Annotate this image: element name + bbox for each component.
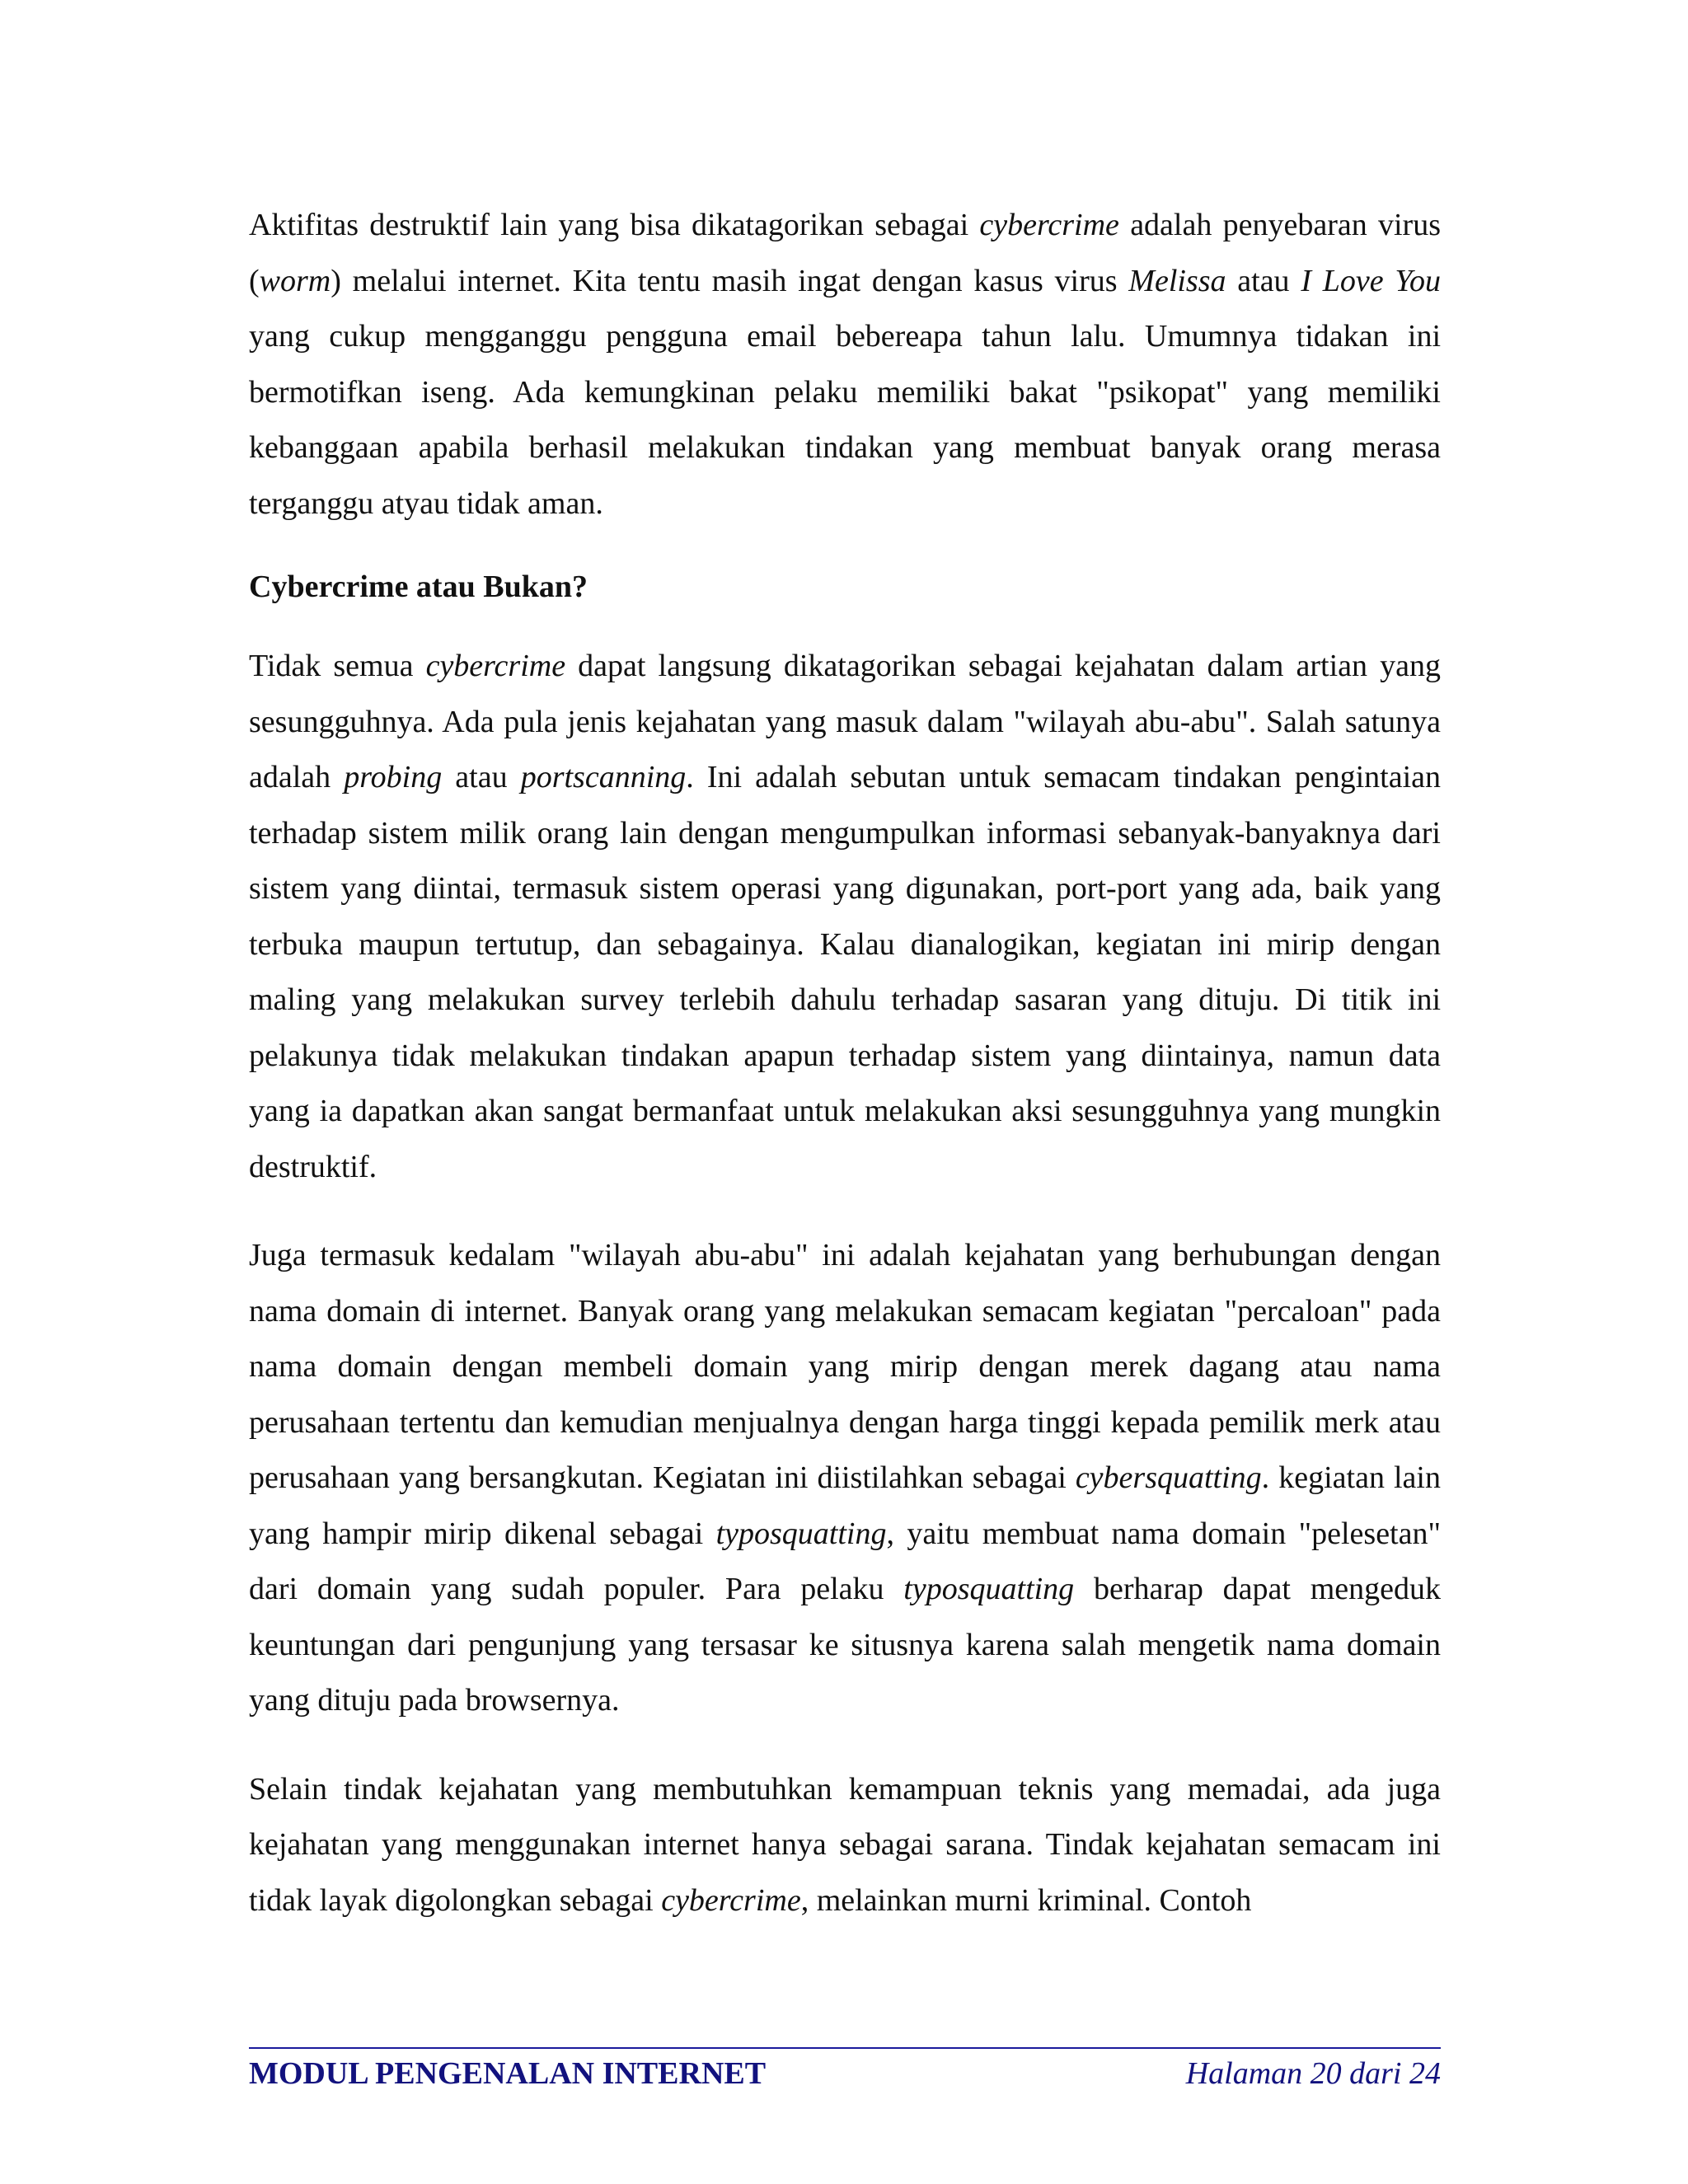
- italic-term: cybercrime: [979, 208, 1119, 242]
- italic-term: typosquatting: [715, 1516, 887, 1551]
- page-footer: [249, 2052, 1441, 2095]
- italic-term: cybercrime: [661, 1882, 801, 1918]
- text-run: , melainkan murni kriminal. Contoh: [800, 1882, 1252, 1918]
- text-run: Aktifitas destruktif lain yang bisa dikatagorikan sebagai: [249, 208, 980, 242]
- text-run: adalah penyebaran virus (: [249, 208, 1441, 298]
- italic-term: Melissa: [1128, 263, 1226, 298]
- italic-term: worm: [259, 263, 331, 298]
- text-run: . kegiatan lain yang hampir mirip dikenal sebagai: [249, 1460, 1441, 1551]
- text-run: atau: [1226, 263, 1301, 298]
- text-run: Juga termasuk kedalam "wilayah abu-abu" ini adalah kejahatan yang berhubungan dengan nama domain di internet. Banyak orang yang melakukan semacam kegiatan "percaloan" pada nama domain dengan membeli domain yang mirip dengan merek dagang atau nama perusahaan tertentu dan kemudian menjualnya dengan harga tinggi kepada pemilik merk atau perusahaan yang bersangkutan. Kegiatan ini diistilahkan sebagai: [249, 1238, 1441, 1495]
- text-run: berharap dapat mengeduk keuntungan dari pengunjung yang tersasar ke situsnya karena salah mengetik nama domain yang dituju pada browsernya.: [249, 1572, 1441, 1718]
- footer-module-title: MODUL PENGENALAN INTERNET: [249, 2056, 767, 2091]
- italic-term: I Love You: [1301, 263, 1442, 298]
- text-run: Selain tindak kejahatan yang membutuhkan kemampuan teknis yang memadai, ada juga kejahatan yang menggunakan internet hanya sebagai sarana. Tindak kejahatan semacam ini tidak layak digolongkan sebagai: [249, 1771, 1441, 1918]
- text-run: dapat langsung dikatagorikan sebagai kejahatan dalam artian yang sesungguhnya. Ada pula jenis kejahatan yang masuk dalam "wilayah abu-abu". Salah satunya adalah: [249, 649, 1441, 794]
- paragraph: [249, 639, 1441, 1195]
- text-run: ) melalui internet. Kita tentu masih ingat dengan kasus virus: [331, 263, 1129, 298]
- italic-term: typosquatting: [903, 1572, 1075, 1606]
- paragraph-group-2: [249, 639, 1441, 1929]
- paragraph: [249, 1762, 1441, 1929]
- italic-term: cybercrime: [425, 649, 566, 683]
- paragraph: [249, 1228, 1441, 1729]
- italic-term: portscanning: [520, 760, 687, 794]
- footer-divider: [249, 2047, 1441, 2049]
- italic-term: probing: [344, 760, 443, 794]
- footer-page-number: Halaman 20 dari 24: [1185, 2056, 1441, 2091]
- text-run: yang cukup mengganggu pengguna email bebereapa tahun lalu. Umumnya tidakan ini bermotifkan iseng. Ada kemungkinan pelaku memiliki bakat "psikopat" yang memiliki kebanggaan apabila berhasil melakukan tindakan yang membuat banyak orang merasa terganggu atyau tidak aman.: [249, 319, 1441, 521]
- text-run: . Ini adalah sebutan untuk semacam tindakan pengintaian terhadap sistem milik orang lain dengan mengumpulkan informasi sebanyak-banyaknya dari sistem yang diintai, termasuk sistem operasi yang digunakan, port-port yang ada, baik yang terbuka maupun tertutup, dan sebagainya. Kalau dianalogikan, kegiatan ini mirip dengan maling yang melakukan survey terlebih dahulu terhadap sasaran yang dituju. Di titik ini pelakunya tidak melakukan tindakan apapun terhadap sistem yang diintainya, namun data yang ia dapatkan akan sangat bermanfaat untuk melakukan aksi sesungguhnya yang mungkin destruktif.: [249, 760, 1441, 1184]
- text-run: atau: [442, 760, 521, 794]
- italic-term: cybersquatting: [1075, 1460, 1262, 1495]
- text-run: , yaitu membuat nama domain "pelesetan" dari domain yang sudah populer. Para pelaku: [249, 1516, 1441, 1606]
- section-heading: Cybercrime atau Bukan?: [249, 569, 588, 604]
- text-run: Tidak semua: [249, 649, 426, 683]
- paragraph: [249, 198, 1441, 532]
- document-body: [249, 198, 1441, 1961]
- paragraph-group-1: [249, 198, 1441, 532]
